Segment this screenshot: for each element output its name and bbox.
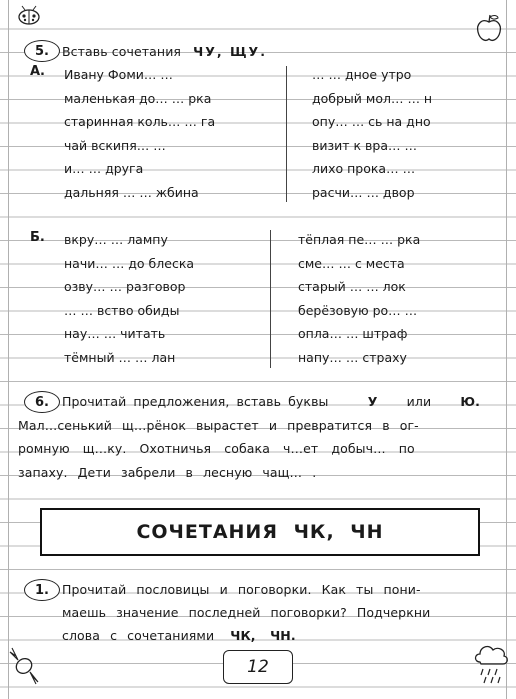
task-5-intro-text: Вставь сочетания bbox=[62, 44, 182, 59]
section-title bbox=[40, 508, 480, 556]
list-item: чай вскипя… … bbox=[64, 137, 166, 153]
page-number-text: 12 bbox=[247, 657, 269, 677]
task-1-line-3-text: слова с сочетаниями bbox=[62, 628, 215, 643]
task-5-number: 5. bbox=[24, 40, 60, 62]
candy-icon bbox=[6, 644, 42, 688]
task-5-part-b-right-column bbox=[298, 228, 488, 369]
task-6-number: 6. bbox=[24, 391, 60, 413]
task-5-part-b-label: Б. bbox=[30, 230, 45, 245]
list-item: и… … друга bbox=[64, 161, 144, 176]
list-item: напу… … страху bbox=[298, 349, 407, 365]
list-item: сме… … с места bbox=[298, 255, 405, 271]
list-item: старый … … лок bbox=[298, 279, 406, 294]
task-1-letters: ЧК, ЧН. bbox=[230, 628, 296, 643]
list-item: Ивану Фоми… … bbox=[64, 67, 173, 82]
task-6-letter-yu: Ю. bbox=[460, 394, 480, 409]
list-item: лихо прока… … bbox=[312, 161, 416, 176]
list-item: дальняя … … жбина bbox=[64, 184, 199, 200]
list-item: озву… … разговор bbox=[64, 279, 186, 294]
task-5-part-a-right-column bbox=[312, 63, 492, 204]
margin-line-left bbox=[8, 0, 9, 699]
rain-cloud-icon bbox=[472, 640, 510, 686]
task-6-instruction: Прочитай предложения, вставь буквы bbox=[62, 394, 329, 409]
task-6-letter-u: У bbox=[367, 394, 378, 409]
list-item: визит к вра… … bbox=[312, 137, 417, 153]
task-5-part-b-left-column bbox=[64, 228, 264, 369]
task-6-line-2: Мал…сенький щ…рёнок вырастет и превратится в ог- bbox=[18, 418, 419, 433]
list-item: опла… … штраф bbox=[298, 326, 408, 341]
list-item: добрый мол… … н bbox=[312, 90, 433, 106]
list-item: нау… … читать bbox=[64, 326, 166, 341]
margin-line-right bbox=[506, 0, 507, 699]
task-5-intro bbox=[62, 44, 282, 59]
task-5-letters: ЧУ, ЩУ. bbox=[193, 44, 267, 59]
list-item: … … вство обиды bbox=[64, 302, 180, 318]
ladybug-icon bbox=[14, 4, 44, 26]
list-item: старинная коль… … га bbox=[64, 114, 216, 129]
task-6-line-4: запаху. Дети забрели в лесную чащ… . bbox=[18, 465, 317, 480]
list-item: расчи… … двор bbox=[312, 184, 415, 200]
list-item: тёмный … … лан bbox=[64, 349, 176, 365]
task-5-part-a-left-column bbox=[64, 63, 264, 204]
page-number bbox=[223, 650, 293, 684]
task-1-line-3 bbox=[62, 628, 296, 643]
task-6-line-1 bbox=[62, 394, 480, 409]
list-item: … … дное утро bbox=[312, 67, 412, 82]
list-item: вкру… … лампу bbox=[64, 232, 168, 247]
list-item: опу… … сь на дно bbox=[312, 114, 431, 129]
list-item: берёзовую ро… … bbox=[298, 302, 418, 318]
task-5-part-b-divider bbox=[270, 230, 271, 368]
section-title-text: СОЧЕТАНИЯ ЧК, ЧН bbox=[136, 521, 384, 543]
task-1-number: 1. bbox=[24, 579, 60, 601]
task-1-line-2: маешь значение последней поговорки? Подчеркни bbox=[62, 605, 431, 620]
list-item: тёплая пе… … рка bbox=[298, 232, 421, 247]
apple-icon bbox=[474, 12, 504, 44]
task-1-line-1: Прочитай пословицы и поговорки. Как ты пони- bbox=[62, 582, 421, 597]
task-5-part-a-label: А. bbox=[30, 64, 45, 79]
task-5-part-a-divider bbox=[286, 66, 287, 202]
task-6-line-3: ромную щ…ку. Охотничья собака ч…ет добыч… по bbox=[18, 441, 415, 456]
list-item: маленькая до… … рка bbox=[64, 90, 212, 106]
list-item: начи… … до блеска bbox=[64, 255, 195, 271]
task-6-or: или bbox=[406, 394, 432, 409]
